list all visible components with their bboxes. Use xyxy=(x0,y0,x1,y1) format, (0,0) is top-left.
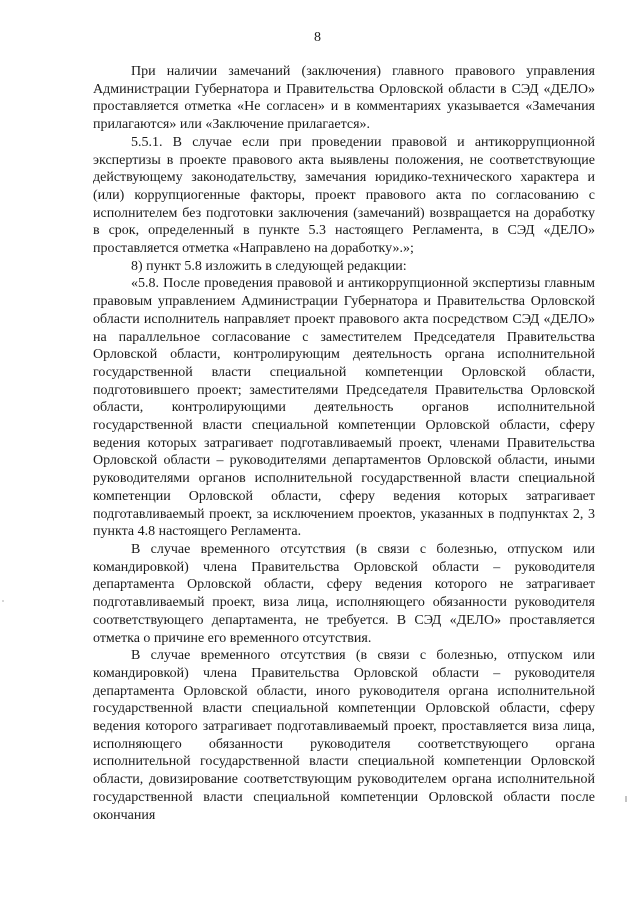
page-number: 8 xyxy=(314,30,321,45)
paragraph-item-8: 8) пункт 5.8 изложить в следующей редакции: xyxy=(131,258,407,274)
document-body xyxy=(93,63,595,824)
scan-speck xyxy=(2,600,4,602)
paragraph-5-5-1: 5.5.1. В случае если при проведении правовой и антикоррупционной экспертизы в проекте правового акта выявлены положения, не соответствующие действующему законодательству, замечания юридико-технического характера и (или) коррупциогенные факторы, проект правового акта по согласованию с исполнителем без подготовки заключения (замечаний) возвращается на доработку в срок, определенный в пункте 5.3 настоящего Регламента, в СЭД «ДЕЛО» проставляется отметка «Направлено на доработку».»; xyxy=(93,134,595,257)
scan-speck xyxy=(625,796,627,802)
paragraph-remarks: При наличии замечаний (заключения) главного правового управления Администрации Губернатора и Правительства Орловской области в СЭД «ДЕЛО» проставляется отметка «Не согласен» и в комментариях указывается «Замечания прилагаются» или «Заключение прилагается». xyxy=(93,64,595,133)
paragraph-5-8: «5.8. После проведения правовой и антикоррупционной экспертизы главным правовым управлением Администрации Губернатора и Правительства Орловской области исполнитель направляет проект правового акта посредством СЭД «ДЕЛО» на параллельное согласование с заместителем Председателя Правительства Орловской области, контролирующим деятельность органа исполнительной государственной власти специальной компетенции Орловской области, подготовившего проект; заместителями Председателя Правительства Орловской области, контролирующими деятельность органов исполнительной государственной власти специальной компетенции Орловской области, сферу ведения которых затрагивает подготавливаемый проект, членами Правительства Орловской области – руководителями департаментов Орловской области, иными руководителями органов исполнительной государственной власти специальной компетенции Орловской области, сферу ведения которых затрагивает подготавливаемый проект, за исключением проектов, указанных в подпунктах 2, 3 пункта 4.8 настоящего Регламента. xyxy=(93,276,595,540)
paragraph-absence-not-affected: В случае временного отсутствия (в связи с болезнью, отпуском или командировкой) члена Правительства Орловской области – руководителя департамента Орловской области, сферу ведения которого не затрагивает подготавливаемый проект, виза лица, исполняющего обязанности руководителя соответствующего департамента, не требуется. В СЭД «ДЕЛО» проставляется отметка о причине его временного отсутствия. xyxy=(93,541,595,646)
paragraph-absence-affected: В случае временного отсутствия (в связи с болезнью, отпуском или командировкой) члена Правительства Орловской области – руководителя департамента Орловской области, иного руководителя органа исполнительной государственной власти специальной компетенции Орловской области, сферу ведения которого затрагивает подготавливаемый проект, проставляется виза лица, исполняющего обязанности руководителя соответствующего органа исполнительной государственной власти специальной компетенции Орловской области, довизирование соответствующим руководителем органа исполнительной государственной власти специальной компетенции Орловской области после окончания xyxy=(93,648,595,823)
